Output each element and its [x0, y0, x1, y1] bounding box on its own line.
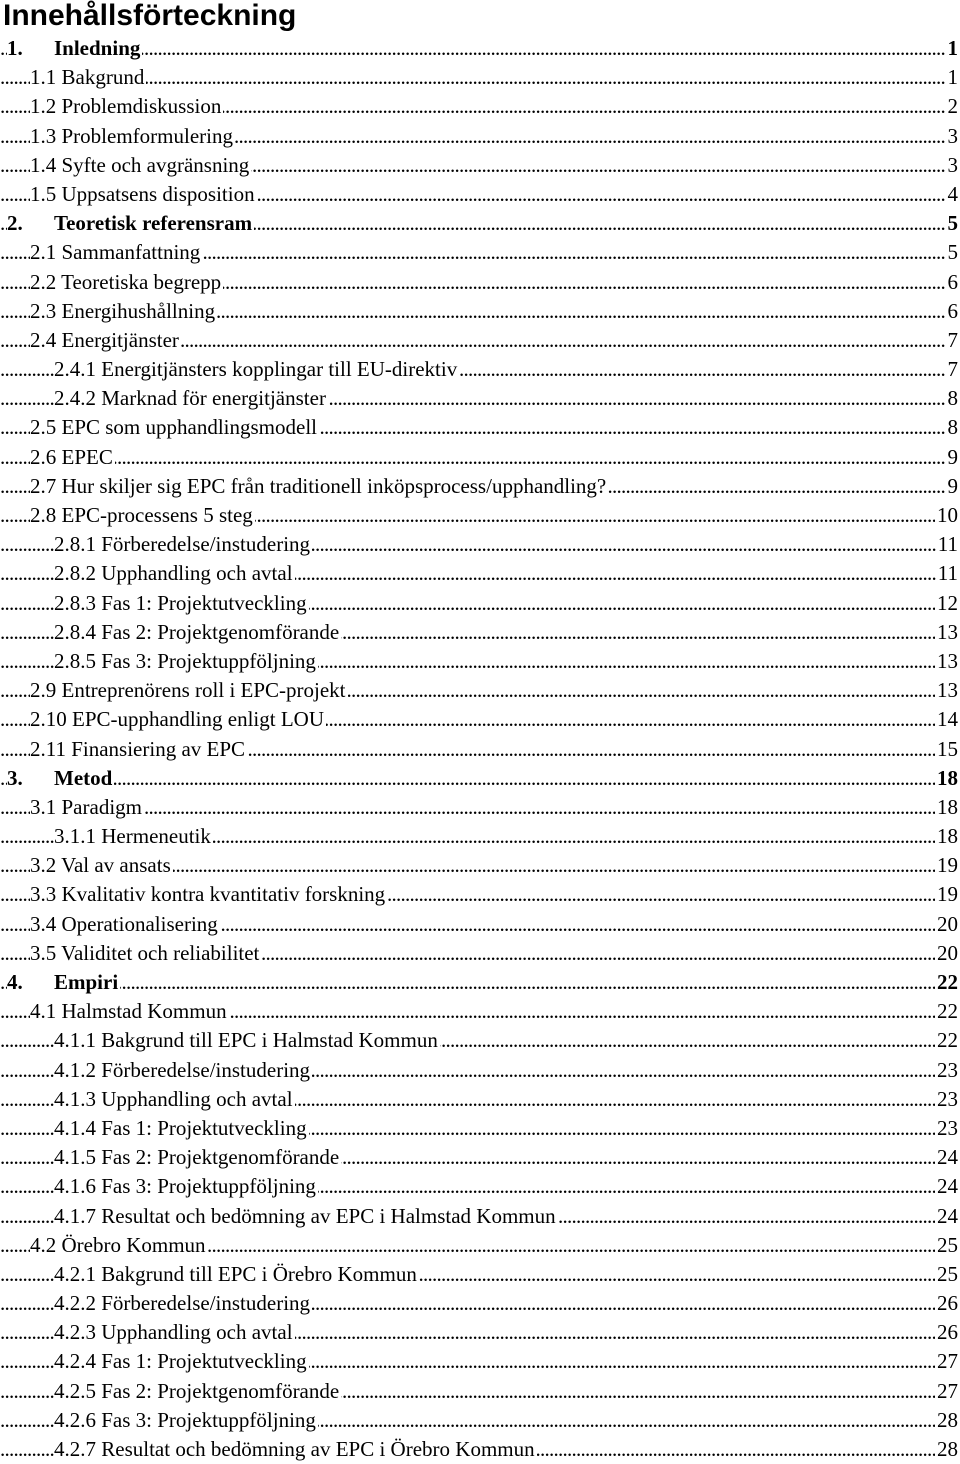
toc-entry[interactable]	[0, 910, 960, 939]
toc-entry-label	[30, 413, 319, 442]
toc-entry-text: 1.4 Syfte och avgränsning	[30, 152, 250, 177]
toc-page-number: 10	[935, 501, 958, 530]
toc-entry-text: Teoretisk referensram	[54, 211, 253, 236]
toc-entry[interactable]	[0, 1377, 960, 1406]
toc-entry-text: 3.3 Kvalitativ kontra kvantitativ forskning	[30, 882, 386, 907]
toc-entry[interactable]	[0, 1026, 960, 1055]
toc-page-number: 27	[935, 1347, 958, 1376]
toc-entry-label	[54, 1347, 309, 1376]
toc-entry-text: Inledning	[54, 36, 141, 60]
toc-entry-text: 1.3 Problemformulering	[30, 123, 233, 148]
toc-entry-label	[54, 618, 341, 647]
toc-entry-text: 4.2.5 Fas 2: Projektgenomförande	[54, 1378, 340, 1403]
toc-entry-text: 4.2.4 Fas 1: Projektutveckling	[54, 1349, 307, 1374]
toc-list	[0, 34, 960, 1464]
toc-entry-text: 4.2 Örebro Kommun	[30, 1232, 206, 1257]
toc-entry[interactable]	[0, 705, 960, 734]
toc-entry-label	[30, 676, 348, 705]
toc-entry-label	[54, 1056, 312, 1085]
toc-entry[interactable]	[0, 34, 960, 63]
toc-page-number: 12	[935, 589, 958, 618]
toc-entry[interactable]	[0, 326, 960, 355]
toc-page-number: 20	[935, 910, 958, 939]
toc-entry-label	[54, 1406, 318, 1435]
toc-entry-text: 4.1.4 Fas 1: Projektutveckling	[54, 1115, 307, 1140]
toc-entry-text: 2.2 Teoretiska begrepp	[30, 269, 222, 294]
toc-entry-text: 2.5 EPC som upphandlingsmodell	[30, 415, 318, 440]
toc-entry-label	[54, 1260, 419, 1289]
toc-entry-text: 2.8.5 Fas 3: Projektuppföljning	[54, 648, 316, 673]
toc-entry-text: 2.4.2 Marknad för energitjänster	[54, 386, 326, 411]
toc-entry-label	[54, 1172, 318, 1201]
toc-entry[interactable]	[0, 1347, 960, 1376]
toc-page-number: 7	[946, 326, 959, 355]
toc-page-number: 28	[935, 1406, 958, 1435]
toc-entry-label	[30, 939, 261, 968]
toc-entry-label	[30, 268, 223, 297]
toc-entry-label	[30, 1231, 208, 1260]
toc-entry[interactable]	[0, 1289, 960, 1318]
toc-entry[interactable]	[0, 851, 960, 880]
toc-entry[interactable]	[0, 238, 960, 267]
toc-entry-label	[30, 501, 255, 530]
toc-page-number: 19	[935, 880, 958, 909]
toc-entry-text: 2.3 Energihushållning	[30, 298, 216, 323]
toc-page-number: 22	[935, 997, 958, 1026]
toc-page-number: 3	[946, 122, 959, 151]
toc-page-number: 5	[946, 209, 959, 238]
toc-entry[interactable]	[0, 501, 960, 530]
toc-entry[interactable]	[0, 1260, 960, 1289]
chapter-number: 2.	[7, 211, 23, 236]
toc-page-number: 24	[935, 1172, 958, 1201]
toc-page-number: 23	[935, 1085, 958, 1114]
toc-entry-label	[30, 997, 229, 1026]
toc-entry[interactable]	[0, 1202, 960, 1231]
toc-entry[interactable]	[0, 1114, 960, 1143]
toc-page-number: 27	[935, 1377, 958, 1406]
toc-entry[interactable]	[0, 997, 960, 1026]
toc-entry[interactable]	[0, 1435, 960, 1464]
toc-page-number: 13	[935, 676, 958, 705]
toc-entry[interactable]	[0, 443, 960, 472]
toc-entry[interactable]	[0, 793, 960, 822]
toc-entry[interactable]	[0, 180, 960, 209]
toc-entry-label	[30, 880, 387, 909]
toc-page-number: 1	[946, 34, 959, 63]
toc-page-number: 5	[946, 238, 959, 267]
toc-entry-text: 2.6 EPEC	[30, 444, 113, 469]
toc-page-number: 3	[946, 151, 959, 180]
toc-entry[interactable]	[0, 880, 960, 909]
dot-leader	[0, 34, 950, 63]
toc-entry[interactable]	[0, 676, 960, 705]
toc-entry-text: 4.1.3 Upphandling och avtal	[54, 1086, 293, 1111]
toc-entry-label	[30, 238, 202, 267]
toc-entry-label	[30, 92, 223, 121]
toc-entry-text: 4.1.5 Fas 2: Projektgenomförande	[54, 1145, 340, 1170]
toc-entry[interactable]	[0, 647, 960, 676]
toc-entry-label	[30, 180, 257, 209]
toc-entry-label	[7, 34, 142, 63]
toc-entry-text: 2.8.3 Fas 1: Projektutveckling	[54, 590, 307, 615]
toc-page-number: 8	[946, 384, 959, 413]
toc-entry[interactable]	[0, 939, 960, 968]
toc-page-number: 26	[935, 1289, 958, 1318]
toc-page-number: 22	[935, 1026, 958, 1055]
toc-entry-text: 4.1.2 Förberedelse/instudering	[54, 1057, 311, 1082]
toc-entry[interactable]	[0, 1056, 960, 1085]
toc-entry-text: 4.1.7 Resultat och bedömning av EPC i Halmstad Kommun	[54, 1203, 556, 1228]
toc-entry[interactable]	[0, 1172, 960, 1201]
toc-page-number: 14	[935, 705, 958, 734]
toc-page-number: 25	[935, 1231, 958, 1260]
chapter-number: 3.	[7, 765, 23, 790]
toc-page-number: 18	[935, 822, 958, 851]
toc-entry-text: 4.1.6 Fas 3: Projektuppföljning	[54, 1174, 316, 1199]
toc-entry-text: 2.8 EPC-processens 5 steg	[30, 503, 253, 527]
toc-entry-label	[30, 793, 144, 822]
toc-entry[interactable]	[0, 1406, 960, 1435]
toc-page-number: 6	[946, 268, 959, 297]
toc-entry-text: 2.8.1 Förberedelse/instudering	[54, 532, 311, 557]
toc-page-number: 7	[946, 355, 959, 384]
toc-entry-label	[30, 151, 251, 180]
toc-entry-text: 1.1 Bakgrund	[30, 65, 145, 90]
toc-entry-text: 2.1 Sammanfattning	[30, 240, 201, 265]
toc-entry-label	[7, 764, 114, 793]
toc-entry-label	[54, 1202, 558, 1231]
toc-entry-text: 4.2.7 Resultat och bedömning av EPC i Örebro Kommun	[54, 1437, 535, 1461]
toc-page-number: 19	[935, 851, 958, 880]
toc-entry[interactable]	[0, 1231, 960, 1260]
toc-page-number: 15	[935, 735, 958, 764]
toc-entry[interactable]	[0, 822, 960, 851]
toc-entry-text: 2.7 Hur skiljer sig EPC från traditionell inköpsprocess/upphandling?	[30, 473, 607, 498]
toc-entry-label	[30, 472, 608, 501]
toc-page-number: 20	[935, 939, 958, 968]
toc-entry-label	[54, 1026, 440, 1055]
toc-entry-label	[30, 851, 173, 880]
toc-entry-label	[54, 1435, 537, 1464]
toc-page-number: 1	[946, 63, 959, 92]
toc-entry-text: 1.5 Uppsatsens disposition	[30, 181, 255, 206]
toc-entry-text: 4.2.2 Förberedelse/instudering	[54, 1291, 311, 1316]
toc-entry[interactable]	[0, 297, 960, 326]
toc-page-number: 18	[935, 764, 958, 793]
toc-entry[interactable]	[0, 384, 960, 413]
toc-entry-text: 2.11 Finansiering av EPC	[30, 736, 246, 761]
toc-entry-label	[30, 910, 220, 939]
toc-entry-text: 4.2.6 Fas 3: Projektuppföljning	[54, 1407, 316, 1432]
toc-entry-text: 4.1 Halmstad Kommun	[30, 999, 227, 1024]
toc-page-number: 2	[946, 92, 959, 121]
toc-entry[interactable]	[0, 530, 960, 559]
chapter-number: 1.	[7, 36, 23, 60]
toc-entry-text: 2.8.2 Upphandling och avtal	[54, 561, 293, 586]
toc-page-number: 18	[935, 793, 958, 822]
toc-entry[interactable]	[0, 413, 960, 442]
dot-leader	[0, 764, 950, 793]
toc-entry-text: 3.5 Validitet och reliabilitet	[30, 940, 260, 965]
toc-entry-label	[54, 822, 213, 851]
toc-entry-text: 2.8.4 Fas 2: Projektgenomförande	[54, 619, 340, 644]
dot-leader	[0, 968, 950, 997]
toc-entry-text: 4.2.1 Bakgrund till EPC i Örebro Kommun	[54, 1261, 417, 1286]
toc-page-number: 11	[936, 530, 958, 559]
toc-entry-label	[54, 559, 295, 588]
toc-entry-label	[54, 1085, 295, 1114]
toc-entry[interactable]	[0, 122, 960, 151]
toc-entry[interactable]	[0, 92, 960, 121]
toc-entry-label	[30, 326, 181, 355]
toc-entry-text: 4.2.3 Upphandling och avtal	[54, 1320, 293, 1345]
toc-entry-text: 2.10 EPC-upphandling enligt LOU	[30, 707, 324, 732]
toc-page-number: 28	[935, 1435, 958, 1464]
toc-entry-text: 4.1.1 Bakgrund till EPC i Halmstad Kommun	[54, 1028, 438, 1053]
toc-page-number: 13	[935, 647, 958, 676]
toc-page-number: 13	[935, 618, 958, 647]
toc-entry-text: 3.4 Operationalisering	[30, 911, 218, 936]
toc-page-number: 23	[935, 1114, 958, 1143]
toc-entry[interactable]	[0, 1085, 960, 1114]
toc-page-number: 4	[946, 180, 959, 209]
toc-entry-label	[30, 63, 146, 92]
toc-entry[interactable]	[0, 151, 960, 180]
toc-entry-label	[54, 355, 459, 384]
toc-entry-label	[30, 443, 115, 472]
toc-entry-label	[7, 209, 254, 238]
toc-entry[interactable]	[0, 735, 960, 764]
toc-page-number: 24	[935, 1202, 958, 1231]
toc-entry-label	[7, 968, 120, 997]
toc-entry-text: 3.1.1 Hermeneutik	[54, 824, 211, 849]
toc-entry-text: 2.4.1 Energitjänsters kopplingar till EU-direktiv	[54, 357, 458, 382]
toc-entry-text: 3.2 Val av ansats	[30, 853, 171, 878]
toc-page-number: 23	[935, 1056, 958, 1085]
toc-entry-label	[30, 297, 217, 326]
toc-entry-text: 3.1 Paradigm	[30, 794, 142, 819]
toc-entry[interactable]	[0, 1143, 960, 1172]
toc-entry-label	[54, 1318, 295, 1347]
toc-entry-text: Metod	[54, 765, 113, 790]
toc-page-number: 26	[935, 1318, 958, 1347]
toc-entry[interactable]	[0, 589, 960, 618]
dot-leader	[0, 443, 950, 472]
toc-entry-label	[30, 122, 235, 151]
toc-entry-label	[54, 1377, 341, 1406]
toc-entry[interactable]	[0, 268, 960, 297]
toc-entry[interactable]	[0, 968, 960, 997]
toc-entry-label	[54, 1114, 309, 1143]
toc-page-number: 24	[935, 1143, 958, 1172]
toc-entry-label	[54, 384, 328, 413]
toc-page-number: 9	[946, 443, 959, 472]
toc-entry[interactable]	[0, 355, 960, 384]
toc-entry-label	[30, 705, 326, 734]
toc-entry-text: 2.9 Entreprenörens roll i EPC-projekt	[30, 678, 346, 703]
toc-entry[interactable]	[0, 1318, 960, 1347]
toc-page-number: 6	[946, 297, 959, 326]
toc-page-number: 9	[946, 472, 959, 501]
toc-entry-label	[54, 589, 309, 618]
page-title: Innehållsförteckning	[3, 0, 297, 32]
chapter-number: 4.	[7, 970, 23, 994]
toc-entry-label	[54, 1143, 341, 1172]
toc-entry[interactable]	[0, 209, 960, 238]
toc-entry-label	[54, 530, 312, 559]
toc-entry[interactable]	[0, 472, 960, 501]
toc-entry-label	[30, 735, 247, 764]
toc-entry-label	[54, 1289, 312, 1318]
toc-entry[interactable]	[0, 63, 960, 92]
toc-page-number: 25	[935, 1260, 958, 1289]
toc-entry-text: 2.4 Energitjänster	[30, 327, 179, 352]
toc-entry[interactable]	[0, 618, 960, 647]
toc-entry[interactable]	[0, 559, 960, 588]
toc-page-number: 11	[936, 559, 958, 588]
toc-entry[interactable]	[0, 764, 960, 793]
toc-page-number: 22	[935, 968, 958, 997]
toc-entry-label	[54, 647, 318, 676]
toc-entry-text: 1.2 Problemdiskussion	[30, 94, 222, 119]
toc-entry-text: Empiri	[54, 970, 119, 994]
toc-page-number: 8	[946, 413, 959, 442]
